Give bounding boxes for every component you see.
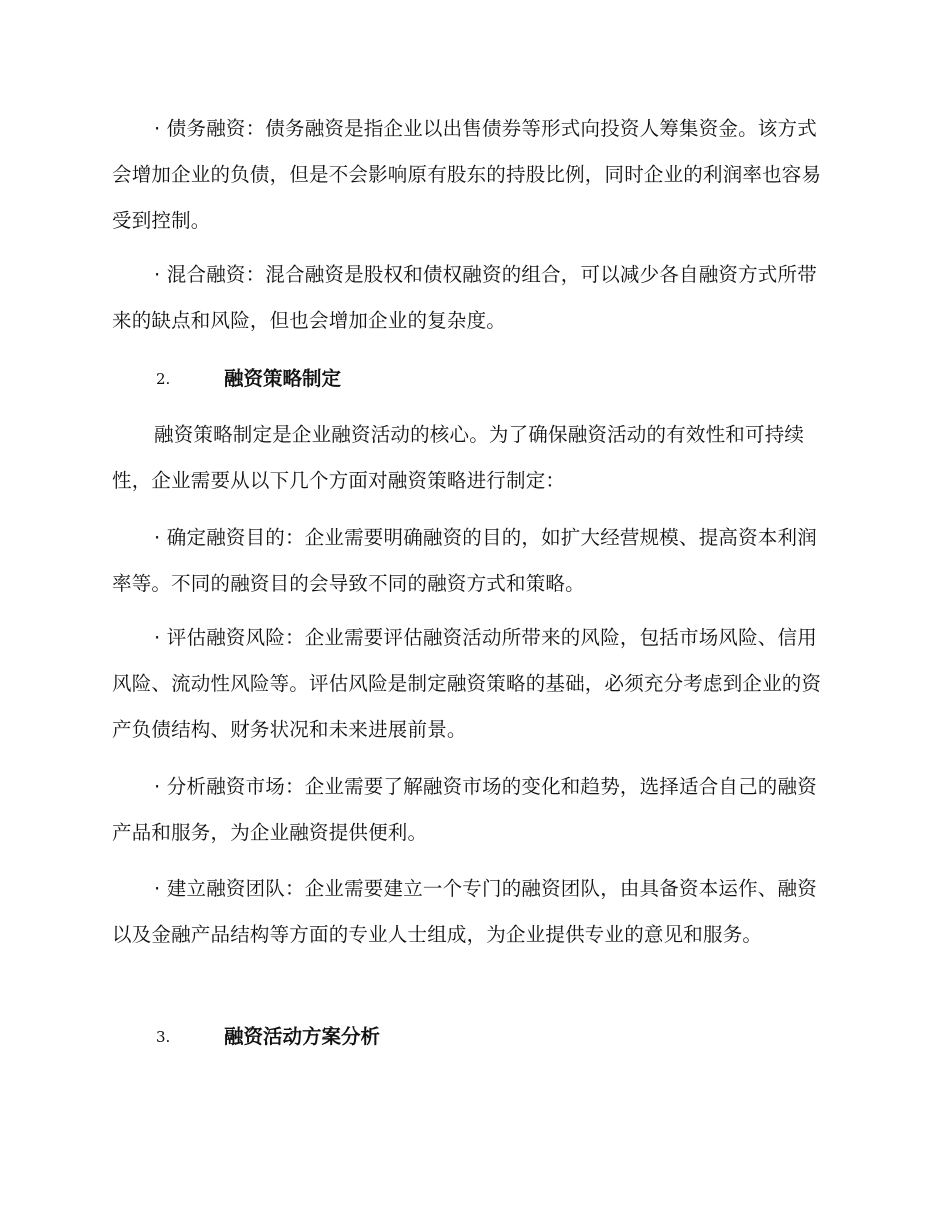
paragraph-analyze-market: · 分析融资市场：企业需要了解融资市场的变化和趋势，选择适合自己的融资产品和服务，为企业融资提供便利。 xyxy=(112,775,817,844)
paragraph-hybrid-financing: · 混合融资：混合融资是股权和债权融资的组合，可以减少各自融资方式所带来的缺点和风险，但也会增加企业的复杂度。 xyxy=(112,263,817,332)
section-heading-2 xyxy=(112,356,832,402)
section-number: 2. xyxy=(156,370,171,388)
paragraph-assess-risk: · 评估融资风险：企业需要评估融资活动所带来的风险，包括市场风险、信用风险、流动性风险等。评估风险是制定融资策略的基础，必须充分考虑到企业的资产负债结构、财务状况和未来进展前景。 xyxy=(112,626,822,741)
paragraph-build-team: · 建立融资团队：企业需要建立一个专门的融资团队，由具备资本运作、融资以及金融产品结构等方面的专业人士组成，为企业提供专业的意见和服务。 xyxy=(112,877,817,946)
section-number: 3. xyxy=(156,1028,171,1046)
section-title: 融资活动方案分析 xyxy=(224,1025,381,1048)
paragraph-strategy-intro: 融资策略制定是企业融资活动的核心。为了确保融资活动的有效性和可持续性，企业需要从以下几个方面对融资策略进行制定： xyxy=(112,423,805,492)
section-heading-3 xyxy=(112,1014,832,1060)
paragraph-define-purpose: · 确定融资目的：企业需要明确融资的目的，如扩大经营规模、提高资本利润率等。不同的融资目的会导致不同的融资方式和策略。 xyxy=(112,526,817,595)
section-title: 融资策略制定 xyxy=(224,367,342,390)
paragraph-debt-financing: · 债务融资：债务融资是指企业以出售债券等形式向投资人筹集资金。该方式会增加企业的负债，但是不会影响原有股东的持股比例，同时企业的利润率也容易受到控制。 xyxy=(112,117,822,232)
